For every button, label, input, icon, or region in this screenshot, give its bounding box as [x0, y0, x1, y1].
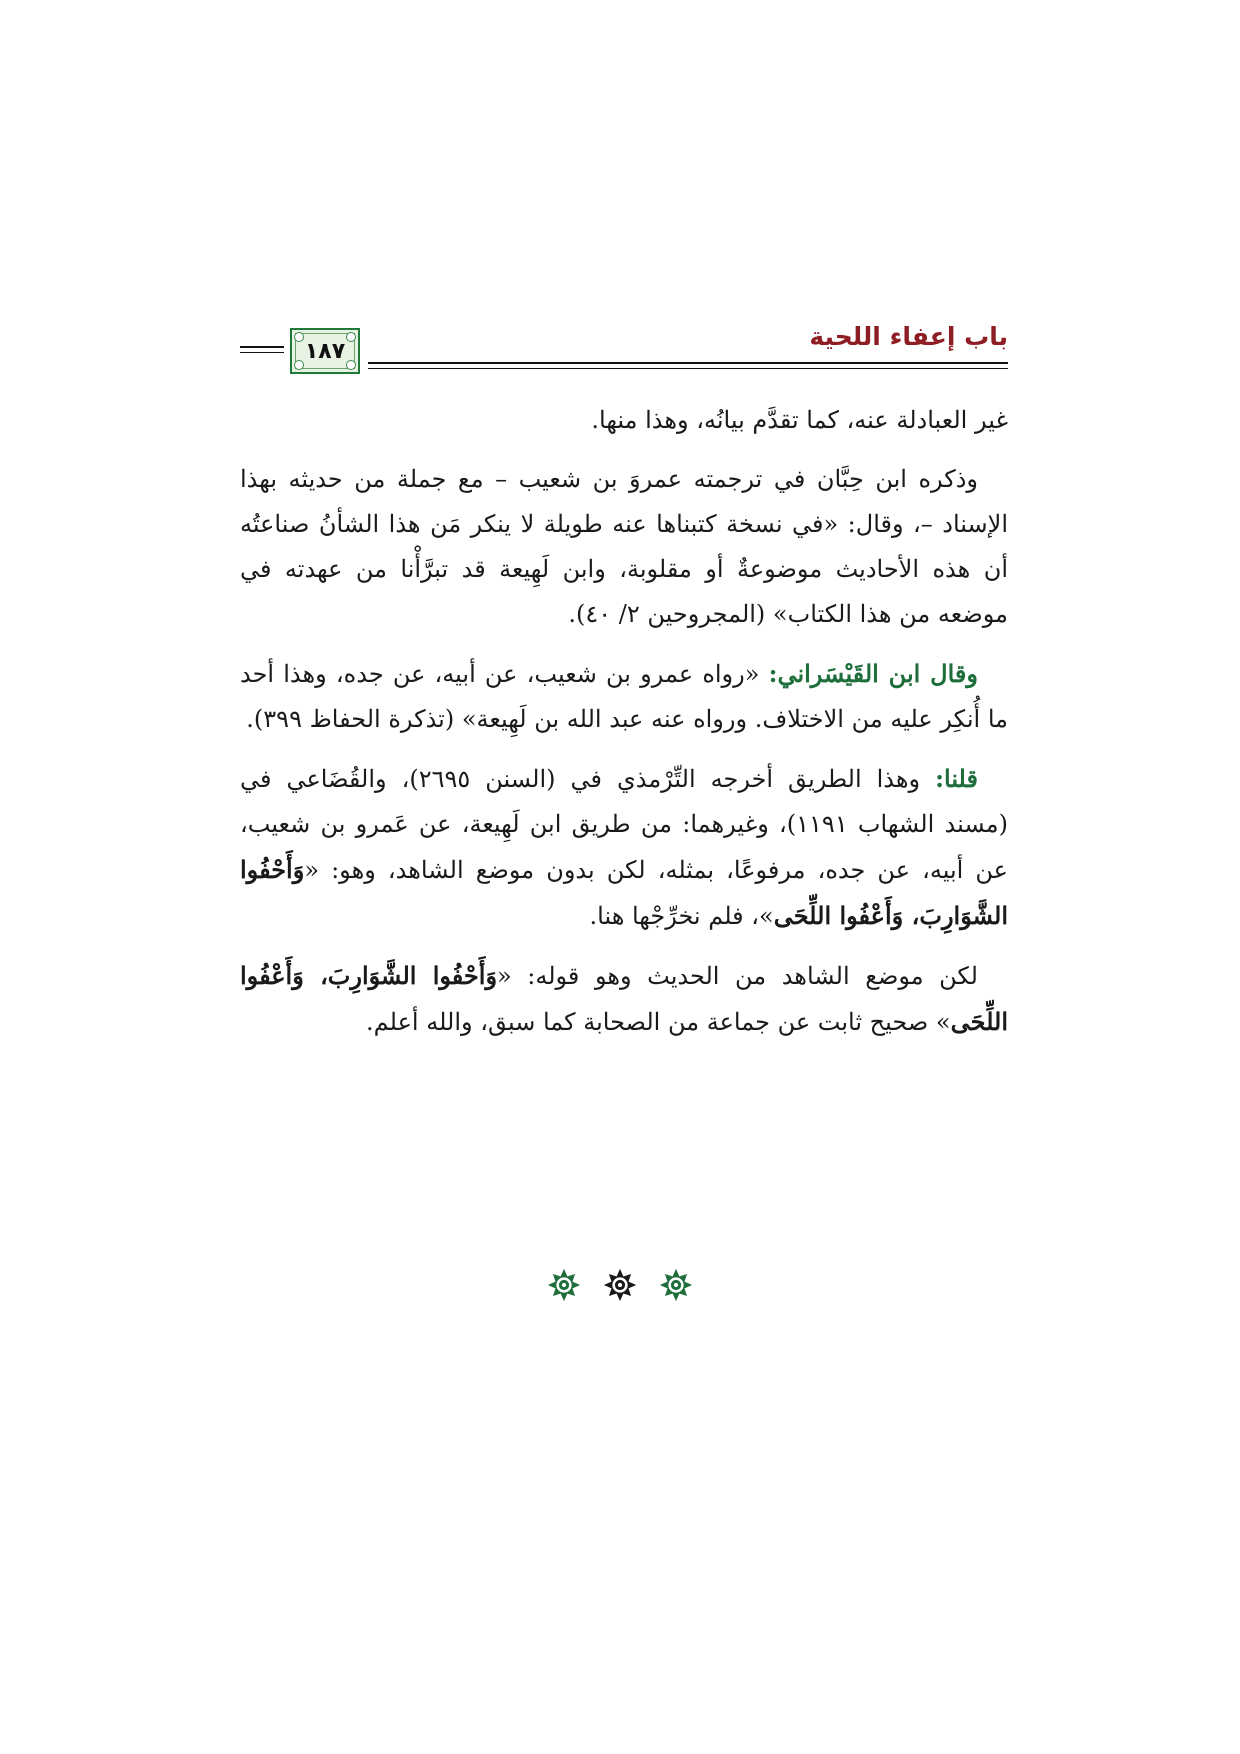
star-flower-ornament-icon: [603, 1268, 637, 1302]
star-flower-ornament-icon: [547, 1268, 581, 1302]
paragraph-4: [240, 756, 1008, 939]
badge-corner-ornament: [346, 332, 356, 342]
header-rule-right-bottom: [368, 368, 1008, 369]
paragraph-2: [240, 457, 1008, 637]
badge-corner-ornament: [294, 360, 304, 370]
header-rule-right-top: [368, 362, 1008, 364]
speaker-label: قلنا:: [935, 764, 978, 793]
badge-corner-ornament: [294, 332, 304, 342]
page-body: [240, 398, 1008, 1059]
paragraph-1: [240, 398, 1008, 443]
page-header: [240, 318, 1008, 380]
paragraph-text: غير العبادلة عنه، كما تقدَّم بيانُه، وهذا منها.: [591, 406, 1008, 434]
paragraph-text: لكن موضع الشاهد من الحديث وهو قوله: «: [497, 962, 978, 990]
badge-corner-ornament: [346, 360, 356, 370]
header-rule-left-top: [240, 346, 284, 348]
page-number: ١٨٧: [304, 338, 346, 364]
paragraph-text: وهذا الطريق أخرجه التِّرْمذي في (السنن ٢٦٩٥)، والقُضَاعي في (مسند الشهاب ١١٩١)، وغيرهما: من طريق ابن لَهِيعة، عن عَمرو بن شعيب، عن أبيه، عن جده، مرفوعًا، بمثله، لكن بدون موضع الشاهد، وهو: «: [240, 765, 1009, 884]
hadith-quote: وَأَحْفُوا الشَّوَارِبَ، وَأَعْفُوا اللِّحَى: [240, 961, 1008, 1036]
paragraph-text: » صحيح ثابت عن جماعة من الصحابة كما سبق، والله أعلم.: [366, 1008, 951, 1036]
paragraph-5: [240, 953, 1008, 1045]
section-end-ornaments: [0, 1268, 1240, 1308]
chapter-title: باب إعفاء اللحية: [809, 322, 1008, 351]
paragraph-text: وذكره ابن حِبَّان في ترجمته عمروَ بن شعيب – مع جملة من حديثه بهذا الإسناد –، وقال: «في نسخة كتبناها عنه طويلة لا ينكر مَن هذا الشأنُ صناعتُه أن هذه الأحاديث موضوعةٌ أو مقلوبة، وابن لَهِيعة قد تبرَّأْنا من عهدته في موضعه من هذا الكتاب» (المجروحين ٢/ ٤٠).: [240, 465, 1008, 628]
paragraph-text: «رواه عمرو بن شعيب، عن أبيه، عن جده، وهذا أحد ما أُنكِر عليه من الاختلاف. ورواه عنه عبد الله بن لَهِيعة» (تذكرة الحفاظ ٣٩٩).: [240, 660, 1008, 733]
star-flower-ornament-icon: [659, 1268, 693, 1302]
header-rule-left-bottom: [240, 352, 284, 353]
page-number-badge: [290, 328, 360, 374]
hadith-quote: وَأَحْفُوا الشَّوَارِبَ، وَأَعْفُوا اللِّحَى: [240, 855, 1008, 930]
paragraph-3: [240, 651, 1008, 742]
speaker-label: وقال ابن القَيْسَراني:: [768, 659, 978, 688]
paragraph-text: »، فلم نخرِّجْها هنا.: [589, 902, 774, 930]
